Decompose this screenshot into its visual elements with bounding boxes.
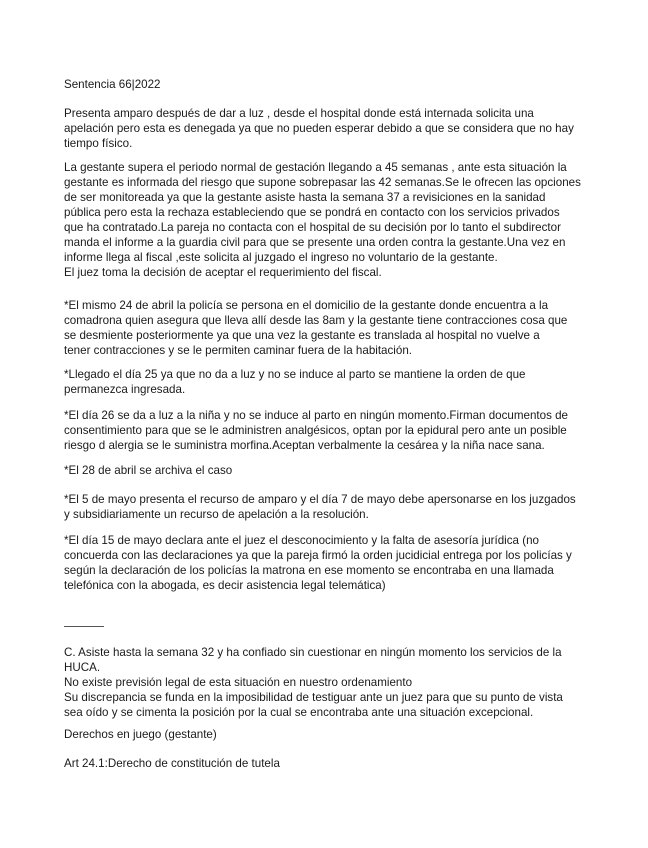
event-line: concuerda con las declaraciones ya que la pareja firmó la orden jucidicial entrega por los policías y bbox=[64, 549, 572, 562]
event-line: tener contracciones y se le permiten caminar fuera de la habitación. bbox=[64, 344, 412, 357]
argument-line: sea oído y se cimenta la posición por la cual se encontraba ante una situación excepcional. bbox=[64, 706, 534, 719]
event-case-archived bbox=[64, 463, 594, 478]
rights-heading bbox=[64, 727, 594, 742]
article-reference bbox=[64, 756, 594, 771]
argument-paragraph bbox=[64, 645, 594, 720]
document-title bbox=[64, 77, 594, 92]
intro-line: tiempo físico. bbox=[64, 137, 133, 150]
event-line: *El 28 de abril se archiva el caso bbox=[64, 464, 233, 477]
intro-paragraph bbox=[64, 106, 594, 151]
event-amparo-appeal bbox=[64, 492, 594, 522]
event-line: consentimiento para que se le administren analgésicos, optan por la epidural pero ante un posible bbox=[64, 424, 567, 437]
event-line: comadrona quien asegura que lleva allí desde las 8am y la gestante tiene contracciones cosa que bbox=[64, 314, 568, 327]
summary-line: de ser monitoreada ya que la gestante asiste hasta la semana 37 a revisiciones en la sanidad bbox=[64, 191, 546, 204]
summary-line: El juez toma la decisión de aceptar el requerimiento del fiscal. bbox=[64, 266, 382, 279]
event-line: riesgo d alergia se le suministra morfina.Aceptan verbalmente la cesárea y la niña nace sana. bbox=[64, 439, 545, 452]
intro-line: Presenta amparo después de dar a luz , desde el hospital donde está internada solicita una bbox=[64, 107, 534, 120]
summary-line: manda el informe a la guardia civil para que se presente una orden contra la gestante.Una vez en bbox=[64, 236, 566, 249]
summary-line: gestante es informada del riesgo que supone sobrepasar las 42 semanas.Se le ofrecen las opciones bbox=[64, 176, 581, 189]
event-line: *El 5 de mayo presenta el recurso de amparo y el día 7 de mayo debe apersonarse en los juzgados bbox=[64, 493, 576, 506]
event-police-visit bbox=[64, 298, 594, 358]
summary-line: que ha contratado.La pareja no contacta con el hospital de su decisión por lo tanto el subdirector bbox=[64, 221, 561, 234]
event-day-26 bbox=[64, 408, 594, 453]
argument-line: Su discrepancia se funda en la imposibilidad de testiguar ante un juez para que su punto de vista bbox=[64, 691, 563, 704]
event-line: *Llegado el día 25 ya que no da a luz y no se induce al parto se mantiene la orden de que bbox=[64, 368, 526, 381]
event-line: según la declaración de los policías la matrona en ese momento se encontraba en una llamada bbox=[64, 564, 554, 577]
section-divider bbox=[64, 626, 104, 627]
article-line: Art 24.1:Derecho de constitución de tutela bbox=[64, 757, 280, 770]
summary-line: La gestante supera el periodo normal de gestación llegando a 45 semanas , ante esta situación la bbox=[64, 161, 567, 174]
title-line: Sentencia 66|2022 bbox=[64, 78, 161, 91]
rights-heading-line: Derechos en juego (gestante) bbox=[64, 728, 217, 741]
argument-line: C. Asiste hasta la semana 32 y ha confiado sin cuestionar en ningún momento los servicios de la bbox=[64, 646, 562, 659]
argument-line: No existe previsión legal de esta situación en nuestro ordenamiento bbox=[64, 676, 413, 689]
summary-line: informe llega al fiscal ,este solicita al juzgado el ingreso no voluntario de la gestante. bbox=[64, 251, 498, 264]
event-line: telefónica con la abogada, es decir asistencia legal telemática) bbox=[64, 579, 386, 592]
intro-line: apelación pero esta es denegada ya que no pueden esperar debido a que se considera que no hay bbox=[64, 122, 574, 135]
summary-line: pública pero esta la rechaza estableciendo que se pondrá en contacto con los servicios privados bbox=[64, 206, 560, 219]
event-line: *El mismo 24 de abril la policía se persona en el domicilio de la gestante donde encuentra a la bbox=[64, 299, 549, 312]
event-line: *El día 15 de mayo declara ante el juez el desconocimiento y la falta de asesoría jurídica (no bbox=[64, 534, 539, 547]
summary-paragraph bbox=[64, 160, 594, 280]
event-line: permanezca ingresada. bbox=[64, 383, 186, 396]
event-day-25 bbox=[64, 367, 594, 397]
argument-line: HUCA. bbox=[64, 661, 101, 674]
event-line: *El día 26 se da a luz a la niña y no se induce al parto en ningún momento.Firman documentos de bbox=[64, 409, 568, 422]
event-declaration bbox=[64, 533, 594, 593]
event-line: se desmiente posteriormente ya que una vez la gestante es translada al hospital no vuelve a bbox=[64, 329, 540, 342]
event-line: y subsidiariamente un recurso de apelación a la resolución. bbox=[64, 508, 369, 521]
